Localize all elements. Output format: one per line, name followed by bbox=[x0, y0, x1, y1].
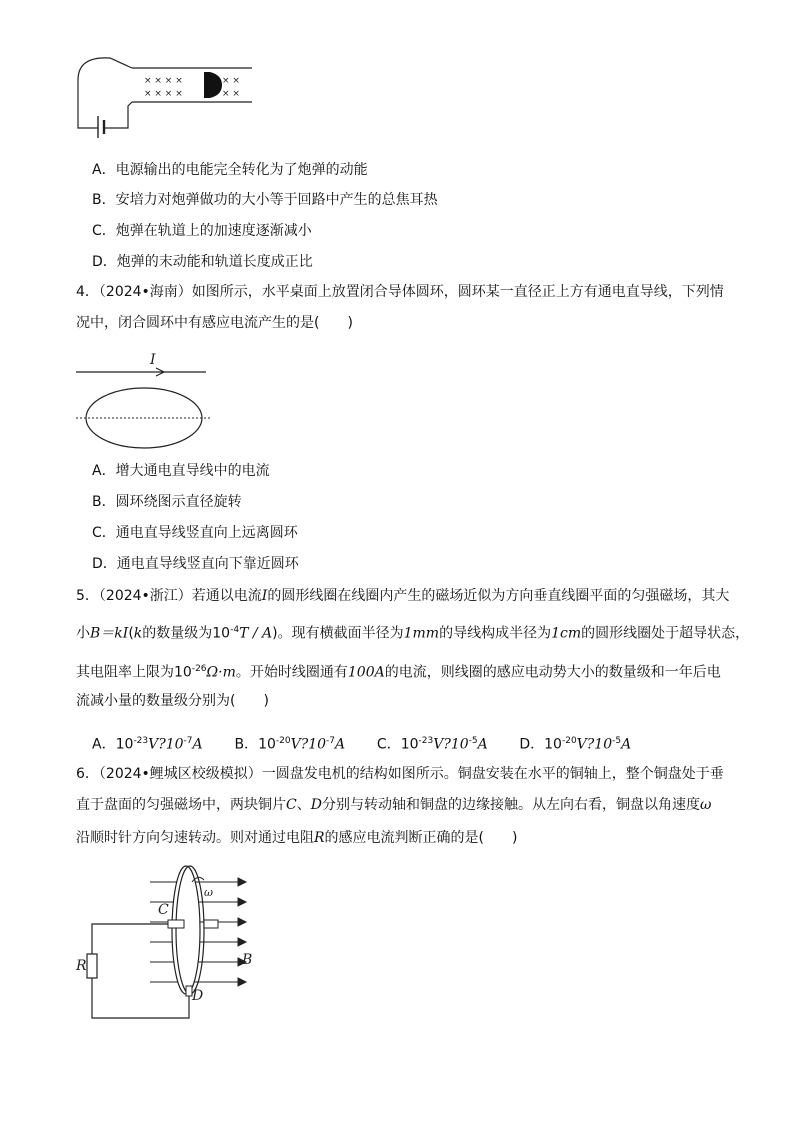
q6-l2d: D bbox=[310, 797, 322, 813]
q6-l2b: C bbox=[286, 797, 297, 813]
label-c: C bbox=[158, 902, 169, 918]
q5-stem-line3 bbox=[76, 659, 721, 683]
q4-stem-line1: 4．（2024•海南）如图所示，水平桌面上放置闭合导体圆环，圆环某一直径正上方有通电直导线，下列情 bbox=[76, 284, 724, 300]
svg-text:× × × ×: × × × × bbox=[144, 76, 183, 86]
q6-l3c: 的感应电流判断正确的是( ) bbox=[324, 830, 518, 846]
svg-text:× × × ×: × × × × bbox=[144, 89, 183, 99]
q5-l1c: 的圆形线圈在线圈内产生的磁场近似为方向垂直线圈平面的匀强磁场，其大 bbox=[267, 588, 730, 604]
q4-stem-line2: 况中，闭合圆环中有感应电流产生的是( ) bbox=[76, 315, 353, 331]
q5-l3b: -26 bbox=[191, 664, 207, 674]
q5-option-c: C．$10^{-23}V?10^{-5}A$ bbox=[376, 736, 488, 753]
label-r: R bbox=[76, 958, 87, 974]
q6-stem-line2 bbox=[76, 795, 711, 815]
q5-stem-line2 bbox=[76, 620, 749, 644]
q5-l2a: 小 bbox=[76, 625, 90, 642]
q5-l2d: k bbox=[133, 625, 143, 642]
q5-options-row bbox=[92, 731, 657, 755]
railgun-figure bbox=[70, 50, 260, 140]
q5-l2h: )。现有横截面半径为 bbox=[272, 625, 404, 642]
label-b: B bbox=[242, 952, 253, 968]
q5-l2e: 的数量级为10 bbox=[142, 625, 231, 642]
svg-text:× ×: × × bbox=[222, 89, 240, 99]
q5-l3d: 。开始时线圈通有 bbox=[235, 664, 348, 681]
q6-stem-line1: 6．（2024•鲤城区校级模拟）一圆盘发电机的结构如图所示。铜盘安装在水平的铜轴上，整个铜盘处于垂 bbox=[76, 766, 724, 782]
q5-option-a: A．$10^{-23}V?10^{-7}A$ bbox=[92, 736, 203, 753]
q5-option-d: D．$10^{-20}V?10^{-5}A$ bbox=[519, 736, 632, 753]
q5-option-b: B．$10^{-20}V?10^{-7}A$ bbox=[234, 736, 346, 753]
q5-l2b: B＝kI bbox=[90, 625, 129, 642]
q6-l2e: 分别与转动轴和铜盘的边缘接触。从左向右看，铜盘以角速度 bbox=[321, 797, 700, 813]
q4-option-c: C．通电直导线竖直向上远离圆环 bbox=[92, 525, 298, 541]
q5-l1a: 5．（2024•浙江）若通以电流 bbox=[76, 588, 262, 604]
svg-text:× ×: × × bbox=[222, 76, 240, 86]
q6-l2f: ω bbox=[699, 797, 712, 813]
q5-l2i: 1mm bbox=[403, 625, 440, 642]
q3-option-d: D．炮弹的末动能和轨道长度成正比 bbox=[92, 254, 313, 270]
q5-l3a: 其电阻率上限为10 bbox=[76, 664, 192, 681]
q6-l2a: 直于盘面的匀强磁场中，两块铜片 bbox=[76, 797, 286, 813]
q3-option-b: B．安培力对炮弹做功的大小等于回路中产生的总焦耳热 bbox=[92, 192, 438, 208]
disk-generator-figure bbox=[72, 864, 262, 1024]
q5-stem-line1 bbox=[76, 586, 729, 606]
label-omega: ω bbox=[204, 886, 213, 899]
q5-l2g: T / A bbox=[239, 625, 273, 642]
q4-option-a: A．增大通电直导线中的电流 bbox=[92, 463, 270, 479]
q5-l1b: I bbox=[261, 588, 268, 604]
q5-l2f: -4 bbox=[230, 625, 240, 635]
q5-l3f: 的电流，则线圈的感应电动势大小的数量级和一年后电 bbox=[384, 664, 721, 681]
q6-l2c: 、 bbox=[296, 797, 311, 813]
current-label: I bbox=[150, 352, 156, 368]
q5-l2k: 1cm bbox=[551, 625, 582, 642]
ring-wire-figure bbox=[72, 348, 212, 458]
q6-l3a: 沿顺时针方向匀速转动。则对通过电阻 bbox=[76, 830, 314, 846]
q5-l3c: Ω·m bbox=[206, 664, 236, 681]
q5-l3e: 100A bbox=[347, 664, 385, 681]
q6-l3b: R bbox=[314, 830, 325, 846]
q3-option-c: C．炮弹在轨道上的加速度逐渐减小 bbox=[92, 223, 312, 239]
q5-l2j: 的导线构成半径为 bbox=[439, 625, 552, 642]
q3-option-a: A．电源输出的电能完全转化为了炮弹的动能 bbox=[92, 162, 368, 178]
q4-option-b: B．圆环绕图示直径旋转 bbox=[92, 494, 242, 510]
q5-l2l: 的圆形线圈处于超导状态， bbox=[581, 625, 750, 642]
q6-stem-line3 bbox=[76, 828, 517, 848]
q5-stem-line4: 流减小量的数量级分别为( ) bbox=[76, 693, 269, 709]
q4-option-d: D．通电直导线竖直向下靠近圆环 bbox=[92, 556, 299, 572]
label-d: D bbox=[192, 988, 204, 1004]
q5-l2c: ( bbox=[128, 625, 134, 642]
